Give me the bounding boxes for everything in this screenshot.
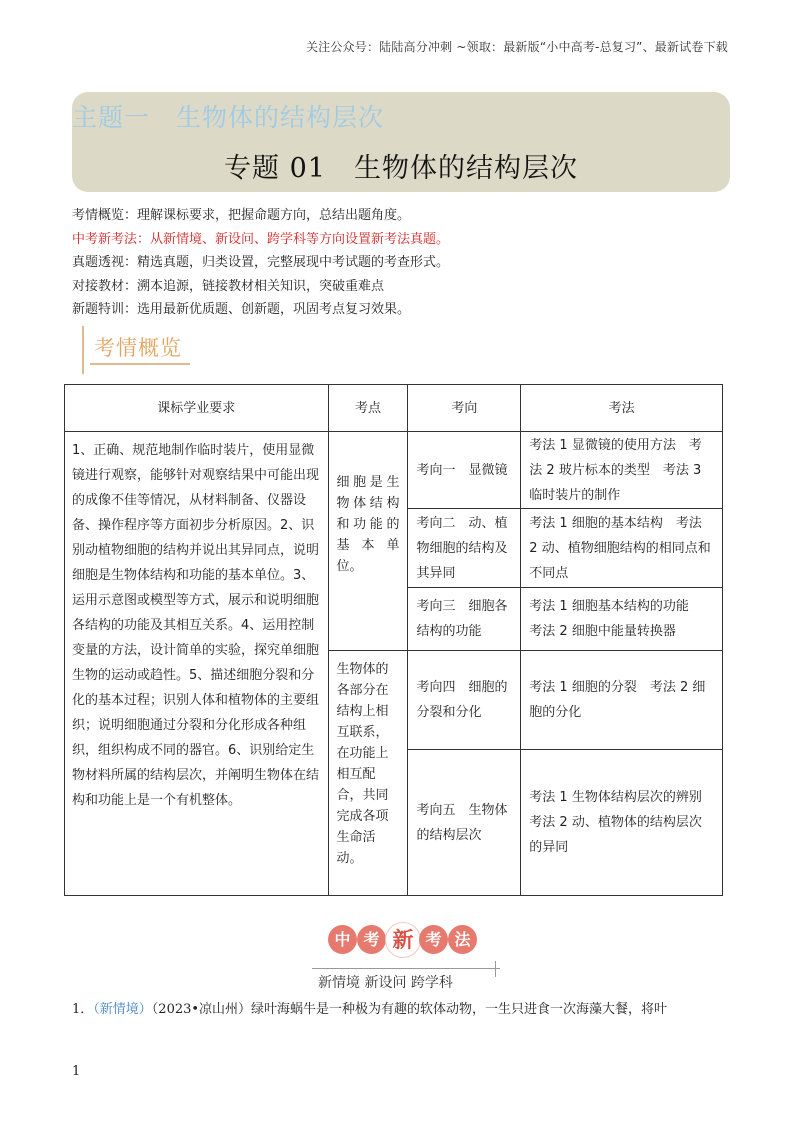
title-char: 中: [328, 925, 357, 954]
header-requirements: 课标学业要求: [65, 385, 329, 432]
question-tag: （新情境）: [93, 1002, 152, 1017]
subtitle-text: 新情境 新设问 跨学科: [318, 975, 453, 991]
subtitle-tick: [495, 961, 496, 977]
kaoxiang-cell: 考向一 显微镜: [408, 432, 521, 509]
kaofa-cell: 考法 1 显微镜的使用方法 考法 2 玻片标本的类型 考法 3 临时装片的制作: [521, 432, 723, 509]
table-header-row: [65, 385, 723, 432]
overview-table: [64, 384, 723, 896]
subtitle-line: [312, 968, 500, 969]
section-title-underline: [90, 363, 190, 365]
title-char: 考: [419, 925, 448, 954]
new-method-title: [328, 925, 478, 959]
intro-line-highlight: 中考新考法：从新情境、新设问、跨学科等方向设置新考法真题。: [72, 231, 450, 247]
intro-line: 新题特训：选用最新优质题、创新题，巩固考点复习效果。: [72, 302, 411, 317]
kaofa-cell: 考法 1 细胞的分裂 考法 2 细胞的分化: [521, 651, 723, 750]
kaofa-cell: 考法 1 细胞的基本结构 考法 2 动、植物细胞结构的相同点和不同点: [521, 509, 723, 588]
kaofa-cell: 考法 1 细胞基本结构的功能 考法 2 细胞中能量转换器: [521, 588, 723, 651]
header-kaoxiang: 考向: [408, 385, 521, 432]
new-method-subtitle: [300, 968, 500, 992]
intro-line: 对接教材：溯本追源，链接教材相关知识，突破重难点: [72, 278, 385, 294]
requirements-cell: 1、正确、规范地制作临时装片，使用显微镜进行观察，能够针对观察结果中可能出现的成像不佳等情况，从材料制备、仪器设备、操作程序等方面初步分析原因。2、识别动植物细胞的结构并说出其异同点，说明细胞是生物体结构和功能的基本单位。3、运用示意图或模型等方式，展示和说明细胞各结构的功能及其相互关系。4、运用控制变量的方法，设计简单的实验，探究单细胞生物的运动或趋性。5、描述细胞分裂和分化的基本过程；识别人体和植物体的主要组织；说明细胞通过分裂和分化形成各种组织，组织构成不同的器官。6、识别给定生物材料所属的结构层次，并阐明生物体在结构和功能上是一个有机整体。: [65, 432, 329, 896]
section-title: [82, 326, 202, 374]
page-number: 1: [72, 1064, 81, 1079]
kaodian-cell: 生物体的各部分在结构上相互联系，在功能上相互配合，共同完成各项生命活动。: [328, 651, 408, 896]
special-title: 专题 01 生物体的结构层次: [224, 153, 578, 184]
title-banner: [72, 92, 730, 192]
header-note: 关注公众号：陆陆高分冲刺 ~领取：最新版“小中高考-总复习”、最新试卷下载: [305, 40, 728, 54]
kaoxiang-cell: 考向五 生物体的结构层次: [408, 750, 521, 896]
header-kaofa: 考法: [521, 385, 723, 432]
kaoxiang-cell: 考向四 细胞的分裂和分化: [408, 651, 521, 750]
kaodian-cell: 细胞是生物体结构和功能的基本单位。: [328, 432, 408, 651]
title-char: 新: [385, 922, 421, 958]
intro-line: 考情概览：理解课标要求，把握命题方向，总结出题角度。: [72, 208, 411, 223]
intro-line: 真题透视：精选真题，归类设置，完整展现中考试题的考查形式。: [72, 255, 450, 270]
section-title-text: 考情概览: [94, 336, 182, 360]
section-title-bar: [82, 326, 84, 374]
question-1: [72, 998, 667, 1017]
kaofa-cell: 考法 1 生物体结构层次的辨别 考法 2 动、植物体的结构层次的异同: [521, 750, 723, 896]
question-number: 1．: [72, 1002, 94, 1017]
intro-list: [72, 204, 449, 322]
kaoxiang-cell: 考向三 细胞各结构的功能: [408, 588, 521, 651]
topic-title: 主题一 生物体的结构层次: [72, 103, 385, 132]
table-row: [65, 432, 723, 509]
header-kaodian: 考点: [328, 385, 408, 432]
question-text: （2023•凉山州）绿叶海蜗牛是一种极为有趣的软体动物，一生只进食一次海藻大餐，将叶: [151, 1002, 668, 1017]
title-char: 考: [357, 925, 386, 954]
kaoxiang-cell: 考向二 动、植物细胞的结构及其异同: [408, 509, 521, 588]
title-char: 法: [448, 925, 477, 954]
